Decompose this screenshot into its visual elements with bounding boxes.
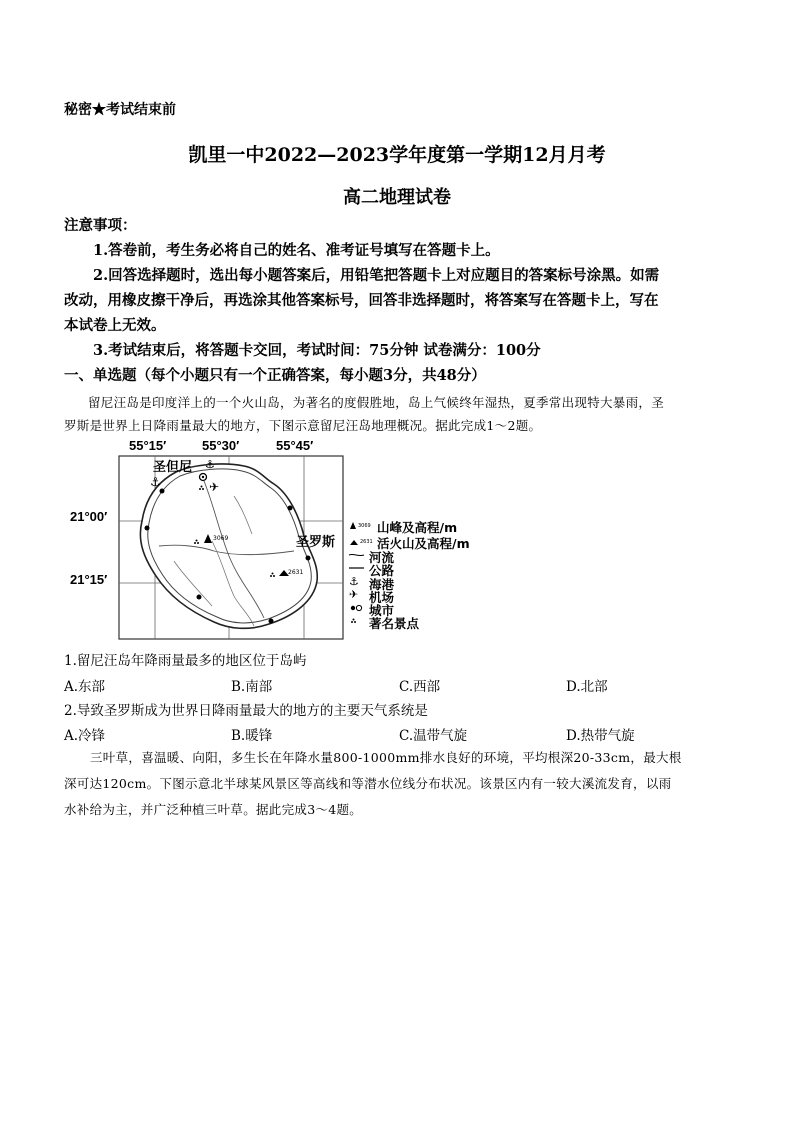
legend-volcano-icon <box>350 540 358 545</box>
legend-harbor-label: 海港 <box>369 577 395 592</box>
city-label-saint-rose: 圣罗斯 <box>296 535 336 550</box>
passage-2-line-3: 水补给为主，并广泛种植三叶草。据此完成3～4题。 <box>64 802 363 817</box>
legend-city-dot-icon <box>351 606 355 610</box>
legend-city-label: 城市 <box>369 603 395 618</box>
legend-harbor-icon: ⚓ <box>349 575 359 588</box>
passage-1-line-1: 留尼汪岛是印度洋上的一个火山岛，为著名的度假胜地，岛上气候终年湿热，夏季常出现特大暴雨，圣 <box>88 395 665 410</box>
notice-item-2-line-1: 2.回答选择题时，选出每小题答案后，用铅笔把答题卡上对应题目的答案标号涂黑。如需 <box>93 267 660 284</box>
question-1-stem: 1.留尼汪岛年降雨量最多的地区位于岛屿 <box>64 653 307 669</box>
legend-volcano-label: 活火山及高程/m <box>377 536 470 551</box>
lon-label-1: 55°15′ <box>129 438 167 453</box>
harbor-icon: ⚓ <box>205 458 215 471</box>
passage-2-line-1: 三叶草，喜温暖、向阳，多生长在年降水量800-1000mm排水良好的环境，平均根深20-33cm，最大根 <box>90 750 682 765</box>
legend-peak-icon <box>350 522 356 529</box>
legend-airport-label: 机场 <box>369 590 395 605</box>
city-label-saint-denis: 圣但尼 <box>153 460 193 475</box>
city-marker <box>269 619 274 624</box>
harbor-icon: ⚓ <box>150 475 161 489</box>
question-1-option-a: A.东部 <box>64 679 106 695</box>
peak-elevation-label: 3069 <box>213 535 229 542</box>
lat-label-2: 21°15′ <box>70 572 108 587</box>
lon-label-2: 55°30′ <box>202 438 240 453</box>
legend-city-circle-icon <box>356 605 361 610</box>
notice-heading: 注意事项： <box>64 217 137 234</box>
question-2-option-a: A.冷锋 <box>64 728 106 744</box>
question-2-option-b: B.暖锋 <box>231 728 273 744</box>
reunion-island-map <box>64 436 494 642</box>
city-marker <box>288 506 293 511</box>
question-2-stem: 2.导致圣罗斯成为世界日降雨量最大的地方的主要天气系统是 <box>64 703 428 719</box>
lat-label-1: 21°00′ <box>70 509 108 524</box>
legend-river-label: 河流 <box>369 550 395 565</box>
airport-icon: ✈ <box>209 480 220 494</box>
question-1-option-b: B.南部 <box>231 679 273 695</box>
city-marker <box>306 556 311 561</box>
notice-item-2-line-3: 本试卷上无效。 <box>64 317 166 334</box>
confidential-label: 秘密★考试结束前 <box>64 102 176 118</box>
question-2-option-d: D.热带气旋 <box>566 728 635 744</box>
notice-item-2-line-2: 改动，用橡皮擦干净后，再选涂其他答案标号，回答非选择题时，将答案写在答题卡上，写在 <box>64 292 659 309</box>
passage-2-line-2: 深可达120cm。下图示意北半球某风景区等高线和等潜水位线分布状况。该景区内有一较大溪流发育，以雨 <box>64 776 672 791</box>
legend-peak-label: 山峰及高程/m <box>377 520 458 535</box>
question-1-option-d: D.北部 <box>566 679 608 695</box>
legend-scenic-icon <box>351 619 356 624</box>
question-1-option-c: C.西部 <box>399 679 441 695</box>
legend-peak-symbol-text: 3069 <box>358 523 371 529</box>
notice-item-1: 1.答卷前，考生务必将自己的姓名、准考证号填写在答题卡上。 <box>93 242 500 259</box>
exam-title: 凯里一中2022—2023学年度第一学期12月月考 <box>188 144 606 166</box>
notice-item-3: 3.考试结束后，将答题卡交回，考试时间：75分钟 试卷满分：100分 <box>93 342 541 359</box>
volcano-elevation-label: 2631 <box>288 569 304 576</box>
question-2-option-c: C.温带气旋 <box>399 728 468 744</box>
city-marker <box>145 526 150 531</box>
city-marker <box>197 595 202 600</box>
legend-scenic-label: 著名景点 <box>369 616 420 631</box>
island-coastline <box>140 464 317 628</box>
city-marker-saint-denis-dot <box>202 476 204 478</box>
exam-subtitle: 高二地理试卷 <box>343 187 451 208</box>
passage-1-line-2: 罗斯是世界上日降雨量最大的地方，下图示意留尼汪岛地理概况。据此完成1～2题。 <box>64 418 542 433</box>
legend-volcano-symbol-text: 2631 <box>360 539 373 545</box>
legend-airport-icon: ✈ <box>349 588 359 601</box>
section-heading: 一、单选题（每个小题只有一个正确答案，每小题3分，共48分） <box>64 367 486 384</box>
city-marker <box>160 489 165 494</box>
legend-river-icon <box>349 554 364 555</box>
lon-label-3: 55°45′ <box>276 438 314 453</box>
legend-road-label: 公路 <box>369 563 395 578</box>
